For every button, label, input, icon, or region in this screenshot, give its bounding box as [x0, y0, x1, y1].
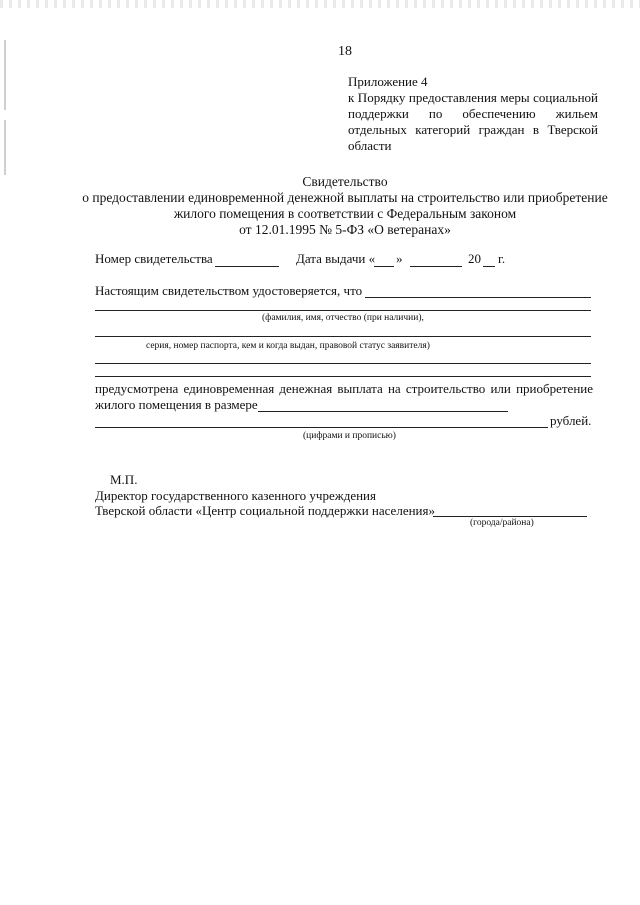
issue-date-label: Дата выдачи «: [296, 251, 376, 266]
rubles-label: рублей.: [550, 413, 592, 428]
appendix-line: к Порядку предоставления меры социальной: [348, 90, 598, 105]
certificate-title: [80, 174, 610, 238]
appendix-line: области: [348, 138, 392, 153]
director-org: Тверской области «Центр социальной поддержки населения»: [95, 503, 435, 518]
city-field[interactable]: [433, 516, 587, 517]
issue-year-prefix: 20: [468, 251, 481, 266]
appendix-line: отдельных категорий граждан в Тверской: [348, 122, 598, 137]
recipient-name-field[interactable]: [365, 297, 591, 298]
issue-year-field[interactable]: [483, 266, 495, 267]
issue-day-field[interactable]: [374, 266, 394, 267]
appendix-block: [348, 74, 598, 154]
passport-hint: серия, номер паспорта, кем и когда выдан, правовой статус заявителя): [146, 341, 430, 351]
page-number: 18: [338, 44, 352, 59]
payment-text: предусмотрена единовременная денежная выплата на строительство или приобретение: [95, 381, 593, 396]
stamp-place: М.П.: [110, 472, 138, 487]
certificate-number-field[interactable]: [215, 266, 279, 267]
issue-month-field[interactable]: [410, 266, 462, 267]
issue-date-quote: »: [396, 251, 403, 266]
payment-amount-field[interactable]: [258, 411, 508, 412]
issue-year-suffix: г.: [498, 251, 506, 266]
certificate-heading: Свидетельство: [302, 174, 388, 189]
certifies-label: Настоящим свидетельством удостоверяется, что: [95, 283, 363, 298]
certificate-subtitle: о предоставлении единовременной денежной выплаты на строительство или приобретение: [82, 190, 608, 205]
certificate-subtitle: от 12.01.1995 № 5-ФЗ «О ветеранах»: [239, 222, 451, 237]
certificate-number-label: Номер свидетельства: [95, 251, 213, 266]
recipient-name-field-2[interactable]: [95, 310, 591, 311]
appendix-title: Приложение 4: [348, 74, 428, 89]
scan-edge-left: [4, 120, 6, 175]
payment-amount-label: жилого помещения в размере: [95, 397, 258, 412]
payment-words-field[interactable]: [95, 427, 548, 428]
appendix-line: поддержки по обеспечению жильем: [348, 106, 598, 121]
scan-edge-top: [0, 0, 640, 8]
director-title: Директор государственного казенного учреждения: [95, 488, 376, 503]
extra-field-2[interactable]: [95, 376, 591, 377]
name-hint: (фамилия, имя, отчество (при наличии),: [262, 313, 424, 323]
extra-field-1[interactable]: [95, 363, 591, 364]
certificate-subtitle: жилого помещения в соответствии с Федеральным законом: [173, 206, 517, 221]
passport-field[interactable]: [95, 336, 591, 337]
amount-hint: (цифрами и прописью): [303, 431, 396, 441]
city-hint: (города/района): [470, 518, 534, 528]
